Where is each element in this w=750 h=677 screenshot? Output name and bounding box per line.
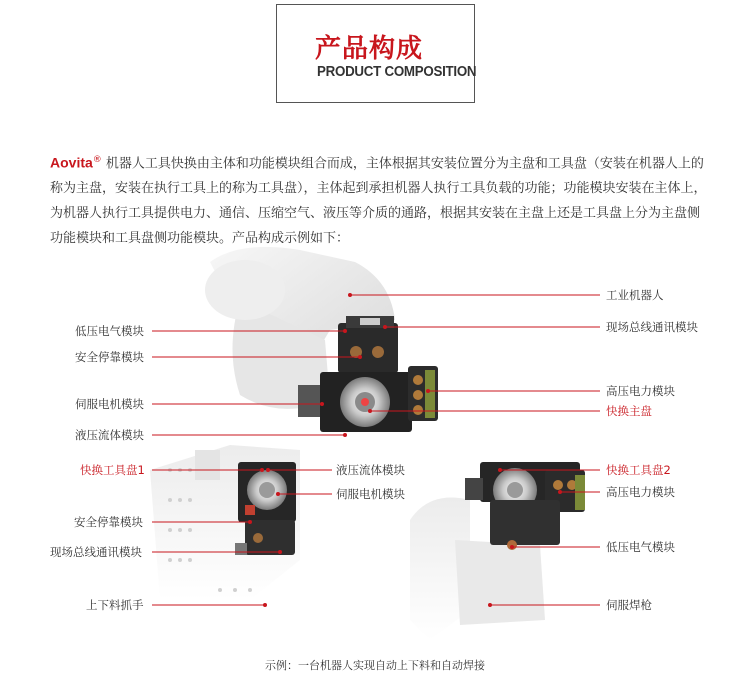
section-title: 产品构成 [315,34,424,64]
label-servo-welding-gun: 伺服焊枪 [606,598,652,612]
label-servo-motor-module-2: 伺服电机模块 [336,487,405,501]
label-high-voltage-module: 高压电力模块 [606,384,675,398]
label-high-voltage-module-2: 高压电力模块 [606,485,675,499]
registered-mark: ® [92,155,102,165]
figure-caption: 示例：一台机器人实现自动上下料和自动焊接 [265,659,485,672]
label-low-voltage-module: 低压电气模块 [75,324,144,338]
label-hydraulic-module: 液压流体模块 [75,428,144,442]
brand-name: Aovita [50,154,93,171]
label-tool-plate-2: 快换工具盘2 [606,463,671,477]
label-safety-docking-module: 安全停靠模块 [75,350,144,364]
label-safety-docking-module-2: 安全停靠模块 [74,515,143,529]
servo-welding-gun-assembly [410,462,585,640]
label-fieldbus-module-2: 现场总线通讯模块 [50,545,142,559]
label-fieldbus-module: 现场总线通讯模块 [606,320,698,334]
intro-paragraph [50,148,708,251]
label-loading-gripper: 上下料抓手 [86,598,144,612]
label-industrial-robot: 工业机器人 [606,288,664,302]
label-hydraulic-module-2: 液压流体模块 [336,463,405,477]
label-master-plate: 快换主盘 [606,404,652,418]
intro-text: 机器人工具快换由主体和功能模块组合而成，主体根据其安装位置分为主盘和工具盘（安装在机器人上的称为主盘，安装在执行工具上的称为工具盘），主体起到承担机器人执行工具负载的功能；功能模块安装在主体上，为机器人执行工具提供电力、通信、压缩空气、液压等介质的通路，根据其安装在主盘上还是工具盘上分为主盘侧功能模块和工具盘侧功能模块。产品构成示例如下： [50,156,707,247]
label-servo-motor-module: 伺服电机模块 [75,397,144,411]
label-low-voltage-module-2: 低压电气模块 [606,540,675,554]
label-tool-plate-1: 快换工具盘1 [80,463,145,477]
section-subtitle: PRODUCT COMPOSITION [317,64,477,80]
